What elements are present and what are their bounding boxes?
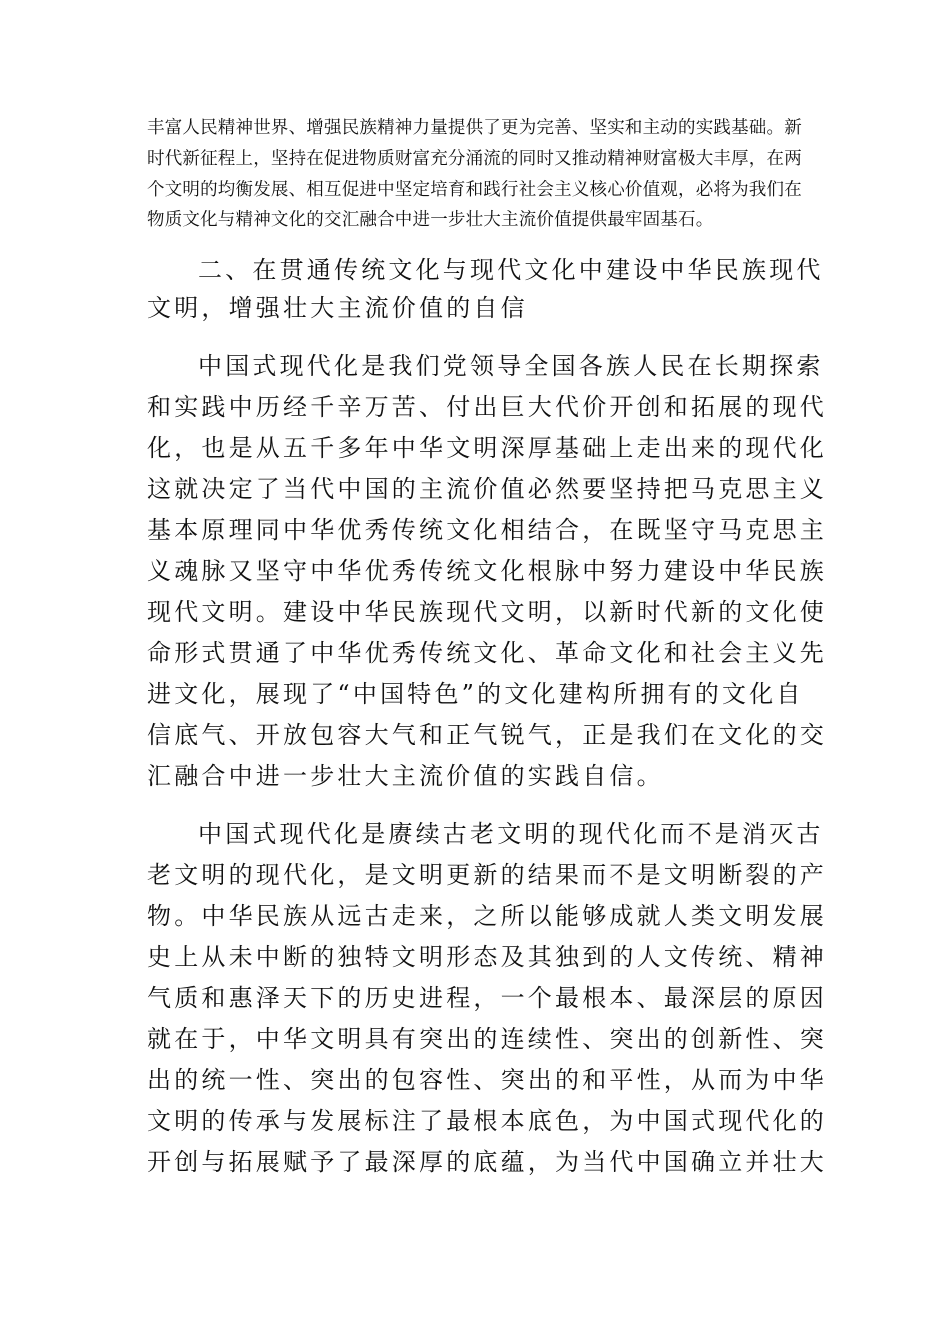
paragraph-2-line: 老文明的现代化，是文明更新的结果而不是文明断裂的产 [147,861,827,889]
paragraph-1-line: 现代文明。建设中华民族现代文明，以新时代新的文化使 [147,598,827,626]
paragraph-1-line: 这就决定了当代中国的主流价值必然要坚持把马克思主义 [147,475,827,503]
paragraph-1-line: 和实践中历经千辛万苦、付出巨大代价开创和拓展的现代 [147,393,827,421]
paragraph-2-line: 就在于，中华文明具有突出的连续性、突出的创新性、突 [147,1025,827,1053]
paragraph-1-line: 进文化，展现了“中国特色”的文化建构所拥有的文化自 [147,680,804,708]
intro-paragraph-line: 物质文化与精神文化的交汇融合中进一步壮大主流价值提供最牢固基石。 [147,210,714,230]
intro-paragraph-line: 时代新征程上，坚持在促进物质财富充分涌流的同时又推动精神财富极大丰厚，在两 [147,149,802,169]
paragraph-1-line: 基本原理同中华优秀传统文化相结合，在既坚守马克思主 [147,516,827,544]
paragraph-1-line: 中国式现代化是我们党领导全国各族人民在长期探索 [198,352,824,380]
paragraph-1-line: 命形式贯通了中华优秀传统文化、革命文化和社会主义先 [147,639,827,667]
paragraph-2-line: 文明的传承与发展标注了最根本底色，为中国式现代化的 [147,1107,827,1135]
paragraph-2-line: 中国式现代化是赓续古老文明的现代化而不是消灭古 [198,820,824,848]
section-heading-line: 二、在贯通传统文化与现代文化中建设中华民族现代 [198,256,824,284]
paragraph-1-line: 义魂脉又坚守中华优秀传统文化根脉中努力建设中华民族 [147,557,827,585]
paragraph-1-line: 信底气、开放包容大气和正气锐气，正是我们在文化的交 [147,721,827,749]
paragraph-2-line: 史上从未中断的独特文明形态及其独到的人文传统、精神 [147,943,827,971]
intro-paragraph-line: 丰富人民精神世界、增强民族精神力量提供了更为完善、坚实和主动的实践基础。新 [147,118,802,138]
intro-paragraph-line: 个文明的均衡发展、相互促进中坚定培育和践行社会主义核心价值观，必将为我们在 [147,180,802,200]
section-heading-line: 文明，增强壮大主流价值的自信 [147,294,528,322]
paragraph-1-line: 汇融合中进一步壮大主流价值的实践自信。 [147,762,664,790]
paragraph-2-line: 出的统一性、突出的包容性、突出的和平性，从而为中华 [147,1066,827,1094]
paragraph-2-line: 开创与拓展赋予了最深厚的底蕴，为当代中国确立并壮大 [147,1148,827,1176]
paragraph-2-line: 物。中华民族从远古走来，之所以能够成就人类文明发展 [147,902,827,930]
paragraph-2-line: 气质和惠泽天下的历史进程，一个最根本、最深层的原因 [147,984,827,1012]
paragraph-1-line: 化，也是从五千多年中华文明深厚基础上走出来的现代化 [147,434,827,462]
